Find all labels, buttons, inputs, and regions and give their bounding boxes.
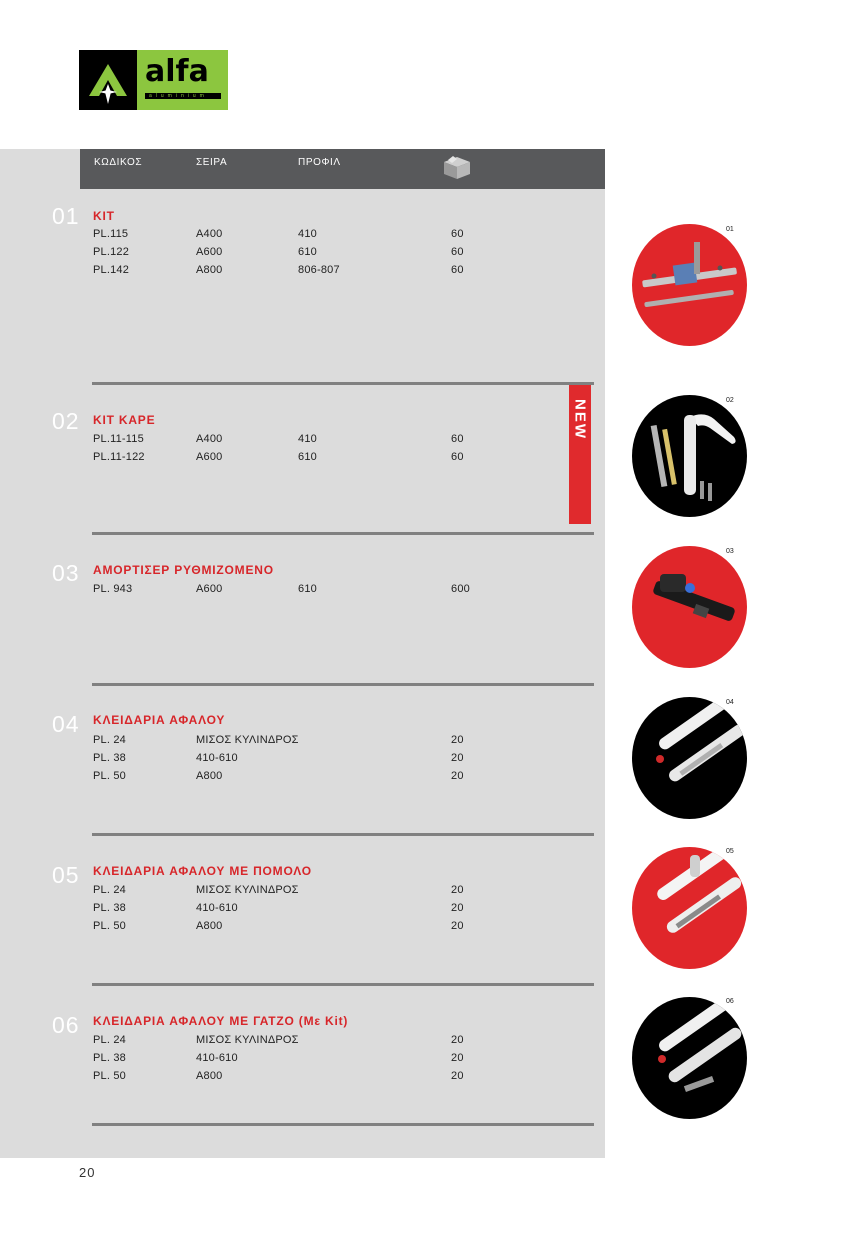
row-qty: 20	[451, 902, 464, 914]
new-badge-label: NEW	[571, 399, 589, 440]
logo-mark-icon	[79, 50, 137, 110]
row-qty: 60	[451, 451, 464, 463]
kit-handle-photo	[632, 395, 747, 517]
thumb-label: 05	[726, 848, 734, 855]
row-qty: 60	[451, 246, 464, 258]
content-panel	[0, 149, 605, 1158]
thumb-label: 01	[726, 226, 734, 233]
row-series: A400	[196, 228, 223, 240]
row-series: A800	[196, 920, 223, 932]
row-qty: 20	[451, 884, 464, 896]
row-code: PL. 38	[93, 902, 127, 914]
row-series: A400	[196, 433, 223, 445]
row-qty: 20	[451, 1070, 464, 1082]
box-icon	[440, 154, 474, 182]
row-profile: 610	[298, 583, 317, 595]
thumb-label: 04	[726, 699, 734, 706]
row-code: PL. 38	[93, 1052, 127, 1064]
header-series: ΣΕΙΡΑ	[196, 157, 228, 168]
new-badge	[569, 385, 591, 524]
row-code: PL. 50	[93, 1070, 127, 1082]
section-divider	[92, 983, 594, 986]
row-code: PL.142	[93, 264, 130, 276]
row-code: PL.115	[93, 228, 129, 240]
logo-wordmark	[137, 50, 228, 110]
section-divider	[92, 1123, 594, 1126]
row-series: 410-610	[196, 902, 238, 914]
row-code: PL.11-122	[93, 451, 145, 463]
brand-logo	[79, 50, 228, 110]
section-number: 06	[52, 1012, 80, 1038]
row-series: A600	[196, 246, 223, 258]
section-title: KIT	[93, 209, 115, 223]
section-divider	[92, 532, 594, 535]
row-code: PL. 24	[93, 734, 127, 746]
section-title: ΑΜΟΡΤΙΣΕΡ ΡΥΘΜΙΖΟΜΕΝΟ	[93, 563, 274, 577]
row-qty: 20	[451, 752, 464, 764]
logo-text: alfa	[145, 54, 209, 89]
row-code: PL. 50	[93, 770, 127, 782]
table-header-bar	[80, 149, 605, 189]
row-code: PL. 24	[93, 884, 127, 896]
row-qty: 60	[451, 264, 464, 276]
row-qty: 60	[451, 433, 464, 445]
header-profile: ΠΡΟΦΙΛ	[298, 157, 341, 168]
row-code: PL. 38	[93, 752, 127, 764]
row-qty: 20	[451, 734, 464, 746]
section-number: 01	[52, 203, 80, 229]
row-series: A600	[196, 451, 223, 463]
thumb-label: 02	[726, 397, 734, 404]
row-series: ΜΙΣΟΣ ΚΥΛΙΝΔΡΟΣ	[196, 884, 299, 896]
row-qty: 600	[451, 583, 470, 595]
row-profile: 410	[298, 433, 317, 445]
row-series: A800	[196, 770, 223, 782]
section-title: ΚΛΕΙΔΑΡΙΑ ΑΦΑΛΟΥ ΜΕ ΠΟΜΟΛΟ	[93, 864, 312, 878]
row-code: PL. 24	[93, 1034, 127, 1046]
lock-knob-photo	[632, 847, 747, 969]
row-series: 410-610	[196, 1052, 238, 1064]
lock-photo	[632, 697, 747, 819]
section-title: ΚΛΕΙΔΑΡΙΑ ΑΦΑΛΟΥ	[93, 713, 226, 727]
row-series: A800	[196, 1070, 223, 1082]
thumb-label: 03	[726, 548, 734, 555]
page-number: 20	[79, 1165, 96, 1180]
row-qty: 60	[451, 228, 464, 240]
row-profile: 610	[298, 246, 317, 258]
section-title: ΚΛΕΙΔΑΡΙΑ ΑΦΑΛΟΥ ΜΕ ΓΑΤΖΟ (Με Kit)	[93, 1014, 349, 1028]
row-qty: 20	[451, 1052, 464, 1064]
damper-photo	[632, 546, 747, 668]
row-profile: 410	[298, 228, 317, 240]
thumb-label: 06	[726, 998, 734, 1005]
row-profile: 610	[298, 451, 317, 463]
row-code: PL.11-115	[93, 433, 144, 445]
row-series: A600	[196, 583, 223, 595]
header-code: ΚΩΔΙΚΟΣ	[94, 157, 143, 168]
section-number: 02	[52, 408, 80, 434]
section-number: 04	[52, 711, 80, 737]
section-divider	[92, 382, 594, 385]
row-qty: 20	[451, 920, 464, 932]
kit-hardware-photo	[632, 224, 747, 346]
row-code: PL. 50	[93, 920, 127, 932]
lock-hook-photo	[632, 997, 747, 1119]
row-profile: 806-807	[298, 264, 340, 276]
section-number: 05	[52, 862, 80, 888]
row-qty: 20	[451, 770, 464, 782]
row-series: A800	[196, 264, 223, 276]
section-divider	[92, 683, 594, 686]
row-code: PL.122	[93, 246, 130, 258]
row-series: ΜΙΣΟΣ ΚΥΛΙΝΔΡΟΣ	[196, 734, 299, 746]
row-series: ΜΙΣΟΣ ΚΥΛΙΝΔΡΟΣ	[196, 1034, 299, 1046]
row-qty: 20	[451, 1034, 464, 1046]
logo-subtext: aluminium	[145, 93, 221, 99]
section-divider	[92, 833, 594, 836]
row-series: 410-610	[196, 752, 238, 764]
row-code: PL. 943	[93, 583, 133, 595]
section-number: 03	[52, 560, 80, 586]
section-title: KIT KAPE	[93, 413, 156, 427]
